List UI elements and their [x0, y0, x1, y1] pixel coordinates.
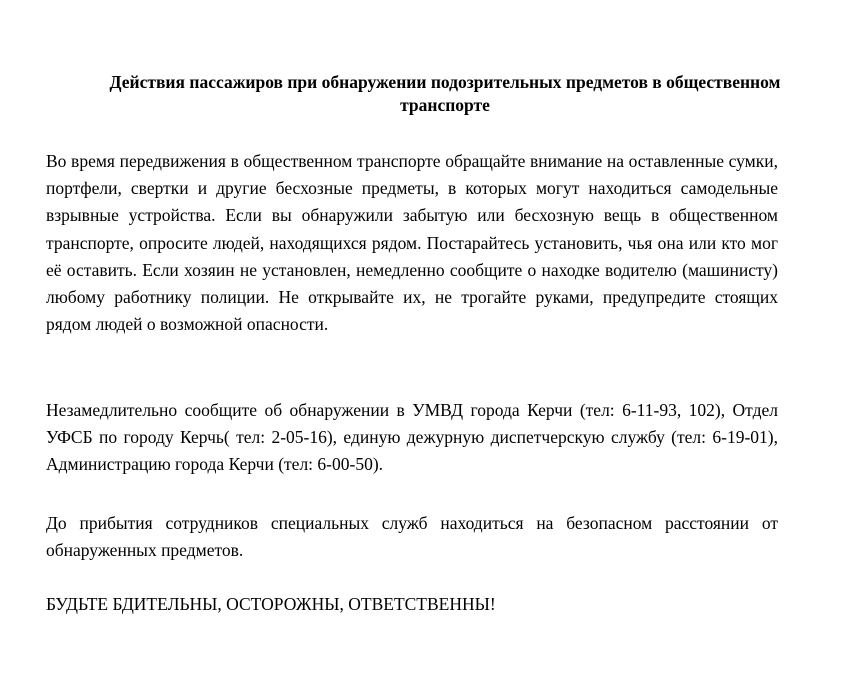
document-title: Действия пассажиров при обнаружении подозрительных предметов в общественном транспорте	[109, 72, 781, 115]
paragraph-warning: БУДЬТЕ БДИТЕЛЬНЫ, ОСТОРОЖНЫ, ОТВЕТСТВЕННЫ!	[46, 594, 496, 614]
paragraph-contact-services: Незамедлительно сообщите об обнаружении в УМВД города Керчи (тел: 6-11-93, 102), Отдел УФСБ по городу Керчь( тел: 2-05-16), единую дежурную диспетчерскую службу (тел: 6-19-01), Администрацию города Керчи (тел: 6-00-50).	[46, 400, 778, 475]
paragraph-safe-distance: До прибытия сотрудников специальных служб находиться на безопасном расстоянии от обнаруженных предметов.	[46, 513, 778, 561]
paragraph-passenger-actions: Во время передвижения в общественном транспорте обращайте внимание на оставленные сумки, портфели, свертки и другие бесхозные предметы, в которых могут находиться самодельные взрывные устройства. Если вы обнаружили забытую или бесхозную вещь в общественном транспорте, опросите людей, находящихся рядом. Постарайтесь установить, чья она или кто мог её оставить. Если хозяин не установлен, немедленно сообщите о находке водителю (машинисту) любому работнику полиции. Не открывайте их, не трогайте руками, предупредите стоящих рядом людей о возможной опасности.	[46, 151, 778, 335]
